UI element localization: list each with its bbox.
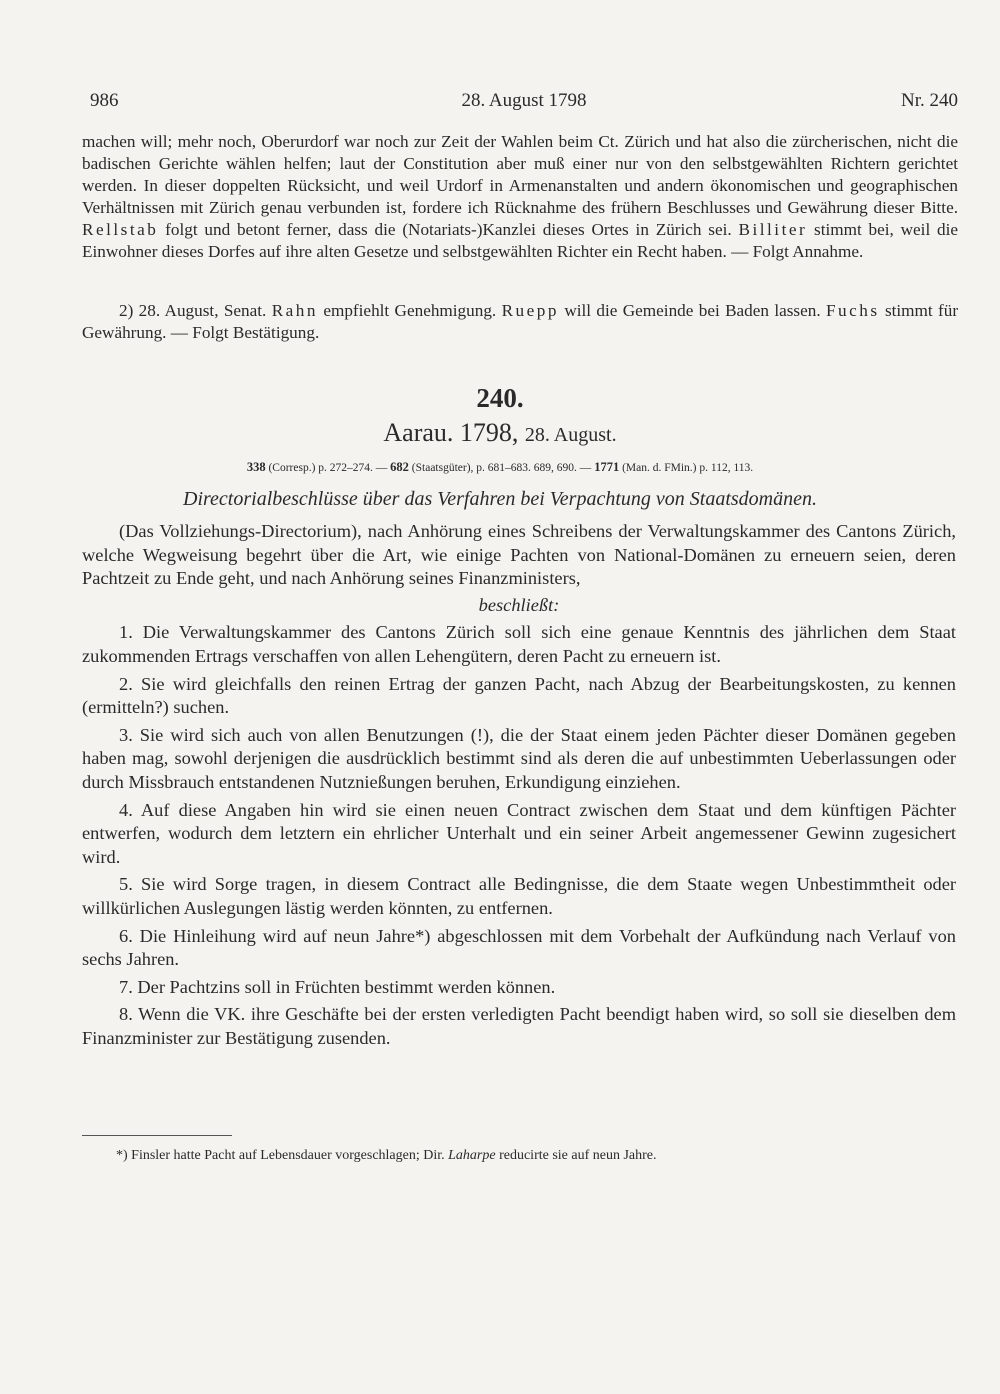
header-doc-number: Nr. 240 [901,90,958,111]
footnote [116,1148,657,1164]
speaker-name: Fuchs [826,301,880,320]
speaker-name: Ruepp [501,301,559,320]
footnote-text-1: *) Finsler hatte Pacht auf Lebensdauer vorgeschlagen; Dir. [116,1148,445,1163]
document-subject: Directorialbeschlüsse über das Verfahren bei Verpachtung von Staatsdomänen. [183,488,817,510]
speaker-name: Rahn [271,301,318,320]
speaker-name: Rellstab [82,220,159,239]
document-date: 28. August. [524,424,617,446]
resolution-item: 3. Sie wird sich auch von allen Benutzungen (!), die der Staat einem jeden Pächter dieser Domänen gegeben haben mag, sowohl derjenigen die ausdrücklich bestimmt sind als deren die auf unbestimmten Ueberlassungen oder durch Missbrauch entstandenen Nutznießungen beruhen, Erkundigung einziehen. [82,724,956,792]
resolution-body [82,520,956,1054]
resolution-item: 8. Wenn die VK. ihre Geschäfte bei der ersten verledigten Pacht beendigt haben wird, so soll sie dieselben dem Finanzminister zur Bestätigung zusenden. [82,1004,956,1048]
senate-text-3: will die Gemeinde bei Baden lassen. [564,301,821,320]
footnote-divider [82,1135,232,1136]
speaker-name: Billiter [738,220,808,239]
continued-text-2: folgt und betont ferner, dass die (Notariats-)Kanzlei dieses Ortes in Zürich sei. [165,220,732,239]
intro-paragraph: (Das Vollziehungs-Directorium), nach Anhörung eines Schreibens der Verwaltungskammer des Cantons Zürich, welche Wegweisung begehrt über die Art, wie einige Pachten von National-Domänen zu erneuern seien, deren Pachtzeit zu Ende geht, und nach Anhörung seines Finanzministers, [82,521,956,589]
senate-paragraph [82,300,958,344]
senate-text-2: empfiehlt Genehmigung. [323,301,497,320]
source-pages: (Man. d. FMin.) p. 112, 113. [622,462,754,474]
document-number: 240. [476,383,524,413]
resolves-heading: beschließt: [478,594,560,615]
source-volume: 1771 [594,460,620,474]
senate-text-4: stimmt für Gewährung. — Folgt Bestätigung. [82,301,959,342]
resolution-item: 1. Die Verwaltungskammer des Cantons Zürich soll sich eine genaue Kenntnis des jährlichen dem Staat zukommenden Ertrags verschaffen von allen Lehengütern, deren Pacht zu erneuern ist. [82,622,956,666]
resolution-item: 5. Sie wird Sorge tragen, in diesem Contract alle Bedingnisse, die dem Staate wegen Unbestimmtheit oder willkürlichen Auslegungen lästig werden könnten, zu entfernen. [82,874,956,918]
senate-text-1: 2) 28. August, Senat. [119,301,267,320]
resolution-item: 2. Sie wird gleichfalls den reinen Ertrag der ganzen Pacht, nach Abzug der Bearbeitungskosten, zu kennen (ermitteln?) suchen. [82,673,956,718]
resolution-item: 6. Die Hinleihung wird auf neun Jahre*) abgeschlossen mit dem Vorbehalt der Aufkündung nach Verlauf von sechs Jahren. [82,925,956,970]
source-references [0,460,1000,475]
document-year: 1798, [459,418,519,447]
running-header [90,90,958,120]
source-volume: 682 [390,460,409,474]
continued-text-1: machen will; mehr noch, Oberurdorf war noch zur Zeit der Wahlen beim Ct. Zürich und hat also die zürcherischen, nicht die badischen Gerichte wählen helfen; laut der Constitution aber muß einer nur von den selbstgewählten Richtern gerichtet werden. In dieser doppelten Rücksicht, und weil Urdorf in Armenanstalten und andern ökonomischen und geographischen Verhältnissen mit Zürich genau verbunden ist, fordere ich Rücknahme des frühern Beschlusses und Gewährung dieser Bitte. [82,132,958,217]
continued-text-3: stimmt bei, weil die Einwohner dieses Dorfes auf ihre alten Gesetze und selbstgewählten Richter ein Recht haben. — Folgt Annahme. [82,220,959,261]
resolution-item: 7. Der Pachtzins soll in Früchten bestimmt werden können. [119,976,556,997]
footnote-text-2: reducirte sie auf neun Jahre. [499,1148,657,1163]
document-place: Aarau. [383,418,454,447]
header-date: 28. August 1798 [461,90,587,111]
page-number: 986 [90,90,119,111]
resolution-item: 4. Auf diese Angaben hin wird sie einen neuen Contract zwischen dem Staat und dem künftigen Pächter entwerfen, wodurch dem letztern ein ehrlicher Unterhalt und ein seiner Arbeit angemessener Gewinn zugesichert wird. [82,799,956,867]
footnote-name: Laharpe [448,1148,496,1163]
continued-paragraph [82,131,958,263]
source-volume: 338 [246,460,266,474]
source-pages: (Staatsgüter), p. 681–683. 689, 690. — [411,462,592,474]
document-place-date [0,418,1000,448]
source-pages: (Corresp.) p. 272–274. — [268,462,388,474]
